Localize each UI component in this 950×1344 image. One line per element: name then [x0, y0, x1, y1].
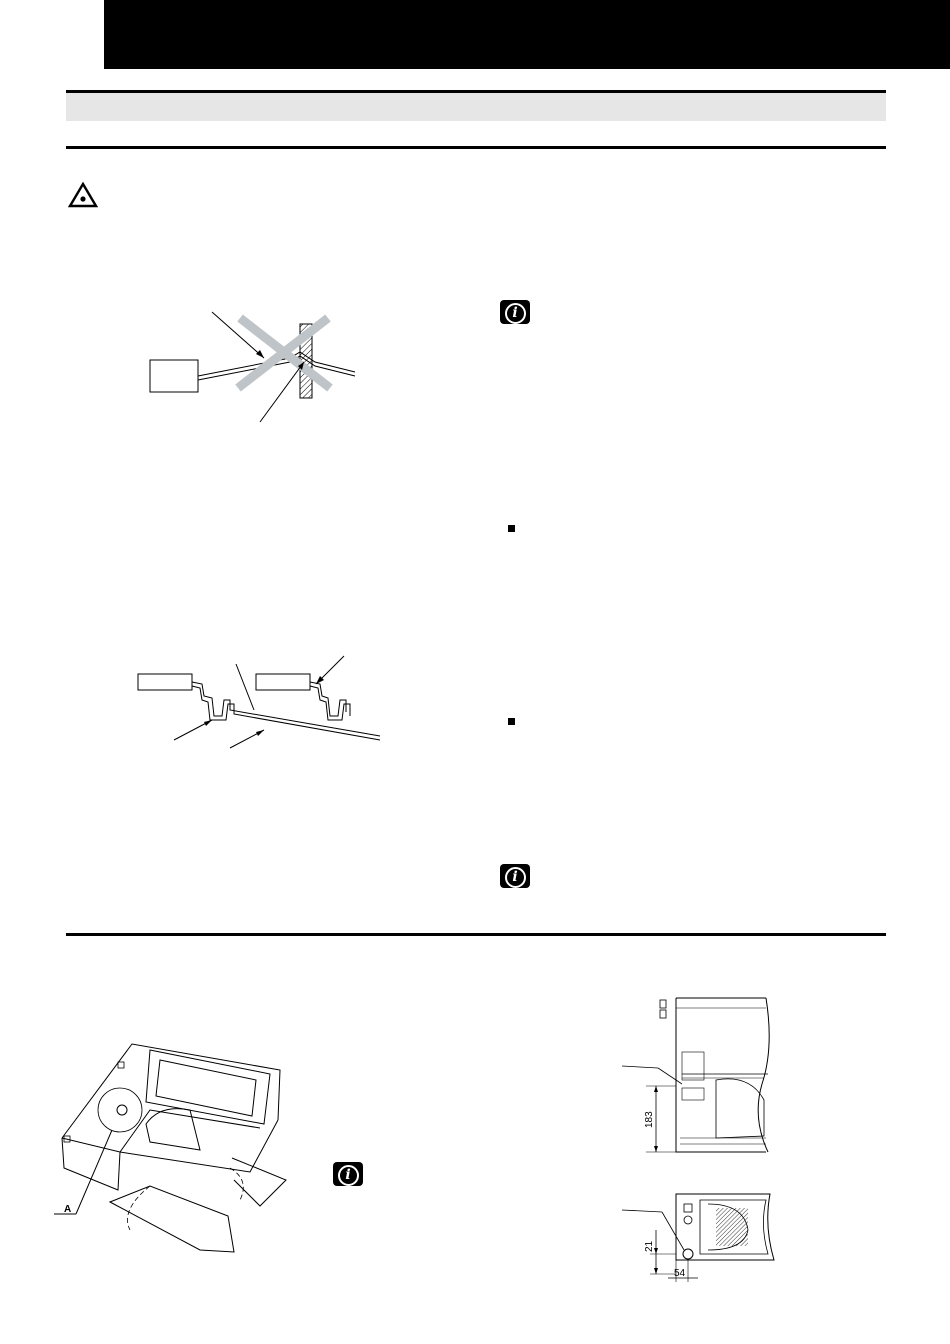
- header-bar: [104, 0, 950, 69]
- info-icon: i: [500, 300, 530, 324]
- info-icon: i: [333, 1162, 363, 1186]
- top-section-rule: [66, 146, 886, 149]
- detail-label: A: [64, 1204, 72, 1215]
- info-icon: i: [500, 864, 530, 888]
- incorrect-piping-figure: [140, 300, 370, 430]
- correct-piping-figure: [130, 650, 390, 750]
- dimension-height-label: 183: [644, 1111, 655, 1128]
- section-title-band: [66, 90, 886, 121]
- square-bullet-icon: [508, 525, 515, 532]
- warning-triangle-icon: [68, 182, 98, 208]
- bottom-detail-figure: [618, 1190, 793, 1285]
- dimension-vertical-label: 21: [644, 1240, 655, 1252]
- square-bullet-icon: [508, 718, 515, 725]
- side-elevation-figure: [618, 988, 793, 1163]
- unit-isometric-figure: [50, 1040, 300, 1270]
- dimension-horizontal-label: 54: [674, 1268, 686, 1279]
- bottom-section-rule: [66, 933, 886, 936]
